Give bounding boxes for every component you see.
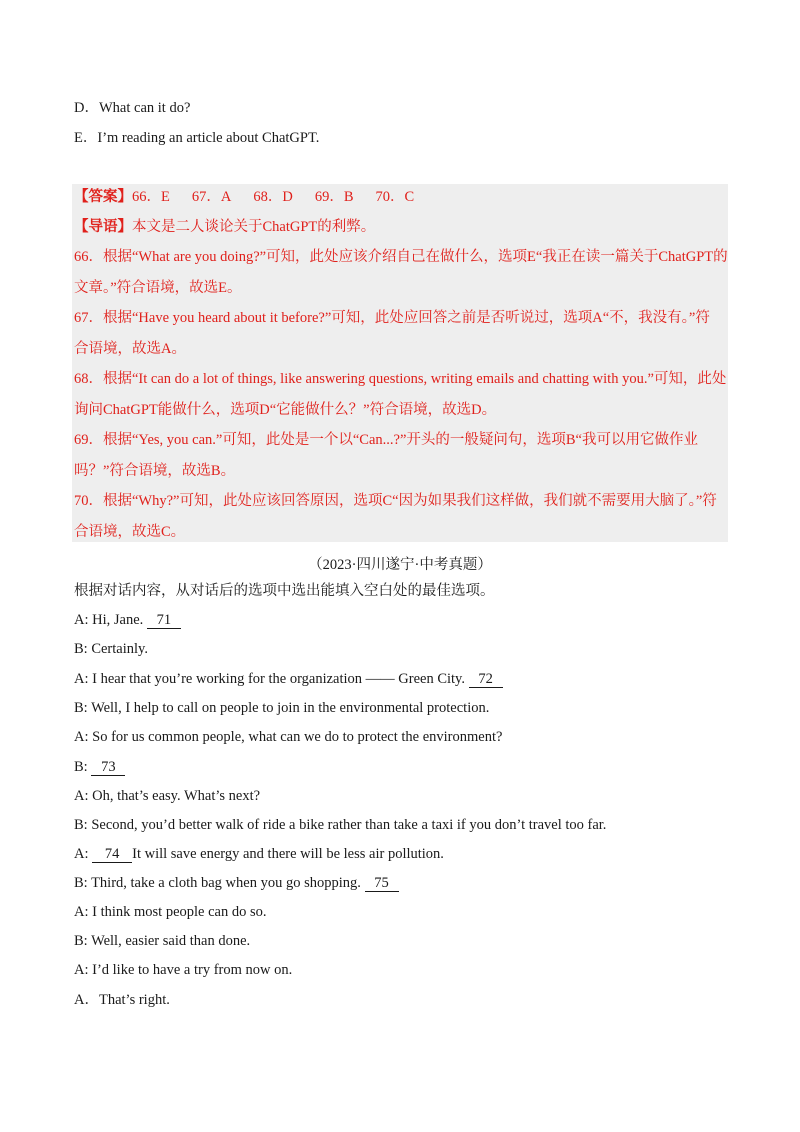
dialogue-line: B: 73 <box>74 757 125 777</box>
blank-71: 71 <box>147 612 181 629</box>
explanation-66-line2: 文章。”符合语境，故选E。 <box>74 280 242 296</box>
guide-text: 本文是二人谈论关于ChatGPT的利弊。 <box>132 219 376 235</box>
dialogue-line: A: I think most people can do so. <box>74 904 267 920</box>
answer-item: 70．C <box>375 189 415 205</box>
dialogue-line: A: 74 It will save energy and there will be less air pollution. <box>74 846 444 862</box>
answer-item: 68．D <box>253 189 293 205</box>
answer-line <box>74 187 436 207</box>
blank-74: 74 <box>92 846 132 863</box>
source-label: （2023·四川遂宁·中考真题） <box>308 557 492 573</box>
blank-73: 73 <box>91 759 125 776</box>
dialogue-line: B: Certainly. <box>74 641 148 657</box>
option-e: E．I’m reading an article about ChatGPT. <box>74 130 320 146</box>
answer-tag: 【答案】 <box>74 189 132 205</box>
dialogue-line: B: Second, you’d better walk of ride a bike rather than take a taxi if you don’t travel too far. <box>74 817 607 833</box>
explanation-67-line1: 67．根据“Have you heard about it before?”可知，此处应回答之前是否听说过，选项A“不，我没有。”符 <box>74 310 710 326</box>
answer-item: 69．B <box>314 189 354 205</box>
option-a: A．That’s right. <box>74 992 170 1008</box>
explanation-66-line1: 66．根据“What are you doing?”可知，此处应该介绍自己在做什么，选项E“我正在读一篇关于ChatGPT的 <box>74 249 728 265</box>
explanation-67-line2: 合语境，故选A。 <box>74 341 186 357</box>
explanation-69-line2: 吗？”符合语境，故选B。 <box>74 463 236 479</box>
dialogue-line: B: Third, take a cloth bag when you go shopping. 75 <box>74 873 399 893</box>
answer-item: 67．A <box>191 189 232 205</box>
dialogue-line: A: Oh, that’s easy. What’s next? <box>74 788 261 804</box>
answer-item: 66．E <box>132 189 170 205</box>
guide-tag: 【导语】 <box>74 219 132 235</box>
dialogue-line: A: I hear that you’re working for the organization —— Green City. 72 <box>74 669 503 689</box>
explanation-69-line1: 69．根据“Yes, you can.”可知，此处是一个以“Can...?”开头的一般疑问句，选项B“我可以用它做作业 <box>74 432 698 448</box>
blank-75: 75 <box>365 875 399 892</box>
instruction: 根据对话内容，从对话后的选项中选出能填入空白处的最佳选项。 <box>74 583 495 599</box>
dialogue-line: A: I’d like to have a try from now on. <box>74 962 293 978</box>
dialogue-line: A: So for us common people, what can we do to protect the environment? <box>74 729 503 745</box>
blank-72: 72 <box>469 671 503 688</box>
option-d: D．What can it do? <box>74 100 191 116</box>
explanation-70-line2: 合语境，故选C。 <box>74 524 186 540</box>
dialogue-line: B: Well, I help to call on people to join in the environmental protection. <box>74 700 490 716</box>
explanation-68-line2: 询问ChatGPT能做什么，选项D“它能做什么？”符合语境，故选D。 <box>74 402 497 418</box>
guide-line <box>74 217 375 237</box>
explanation-70-line1: 70．根据“Why?”可知，此处应该回答原因，选项C“因为如果我们这样做，我们就不需要用大脑了。”符 <box>74 493 717 509</box>
answer-explanation-box <box>72 184 728 542</box>
dialogue-line: A: Hi, Jane. 71 <box>74 610 181 630</box>
explanation-68-line1: 68．根据“It can do a lot of things, like answering questions, writing emails and chatting with you.”可知，此处 <box>74 371 727 387</box>
dialogue-line: B: Well, easier said than done. <box>74 933 251 949</box>
